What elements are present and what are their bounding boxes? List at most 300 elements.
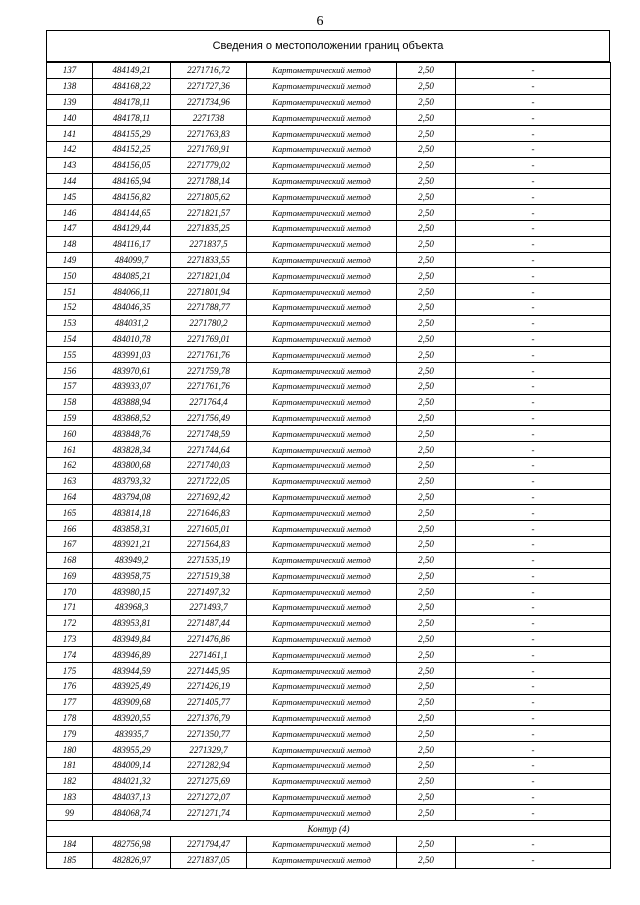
method-cell: Картометрический метод <box>247 157 397 173</box>
method-cell: Картометрический метод <box>247 236 397 252</box>
accuracy-cell: 2,50 <box>397 489 456 505</box>
method-cell: Картометрический метод <box>247 568 397 584</box>
description-cell: - <box>456 157 611 173</box>
accuracy-cell: 2,50 <box>397 284 456 300</box>
x-coordinate-cell: 483935,7 <box>93 726 171 742</box>
x-coordinate-cell: 483970,61 <box>93 363 171 379</box>
table-row <box>47 394 611 410</box>
accuracy-cell: 2,50 <box>397 805 456 821</box>
y-coordinate-cell: 2271275,69 <box>171 773 247 789</box>
x-coordinate-cell: 484046,35 <box>93 299 171 315</box>
y-coordinate-cell: 2271788,77 <box>171 299 247 315</box>
x-coordinate-cell: 483868,52 <box>93 410 171 426</box>
point-number-cell: 150 <box>47 268 93 284</box>
description-cell: - <box>456 363 611 379</box>
table-row <box>47 457 611 473</box>
accuracy-cell: 2,50 <box>397 78 456 94</box>
description-cell: - <box>456 489 611 505</box>
accuracy-cell: 2,50 <box>397 315 456 331</box>
point-number-cell: 160 <box>47 426 93 442</box>
y-coordinate-cell: 2271487,44 <box>171 615 247 631</box>
point-number-cell: 162 <box>47 457 93 473</box>
method-cell: Картометрический метод <box>247 205 397 221</box>
y-coordinate-cell: 2271282,94 <box>171 758 247 774</box>
accuracy-cell: 2,50 <box>397 363 456 379</box>
description-cell: - <box>456 331 611 347</box>
y-coordinate-cell: 2271564,83 <box>171 536 247 552</box>
x-coordinate-cell: 483925,49 <box>93 679 171 695</box>
y-coordinate-cell: 2271445,95 <box>171 663 247 679</box>
y-coordinate-cell: 2271722,05 <box>171 473 247 489</box>
y-coordinate-cell: 2271692,42 <box>171 489 247 505</box>
description-cell: - <box>456 378 611 394</box>
accuracy-cell: 2,50 <box>397 773 456 789</box>
method-cell: Картометрический метод <box>247 442 397 458</box>
description-cell: - <box>456 552 611 568</box>
x-coordinate-cell: 483980,15 <box>93 584 171 600</box>
point-number-cell: 145 <box>47 189 93 205</box>
accuracy-cell: 2,50 <box>397 710 456 726</box>
table-row <box>47 773 611 789</box>
table-row <box>47 141 611 157</box>
description-cell: - <box>456 268 611 284</box>
description-cell: - <box>456 63 611 79</box>
y-coordinate-cell: 2271535,19 <box>171 552 247 568</box>
method-cell: Картометрический метод <box>247 584 397 600</box>
table-row <box>47 363 611 379</box>
description-cell: - <box>456 647 611 663</box>
accuracy-cell: 2,50 <box>397 141 456 157</box>
y-coordinate-cell: 2271646,83 <box>171 505 247 521</box>
accuracy-cell: 2,50 <box>397 426 456 442</box>
y-coordinate-cell: 2271738 <box>171 110 247 126</box>
method-cell: Картометрический метод <box>247 536 397 552</box>
method-cell: Картометрический метод <box>247 363 397 379</box>
y-coordinate-cell: 2271350,77 <box>171 726 247 742</box>
description-cell: - <box>456 663 611 679</box>
x-coordinate-cell: 484152,25 <box>93 141 171 157</box>
accuracy-cell: 2,50 <box>397 189 456 205</box>
y-coordinate-cell: 2271740,03 <box>171 457 247 473</box>
description-cell: - <box>456 141 611 157</box>
point-number-cell: 99 <box>47 805 93 821</box>
description-cell: - <box>456 679 611 695</box>
table-row <box>47 710 611 726</box>
point-number-cell: 175 <box>47 663 93 679</box>
description-cell: - <box>456 600 611 616</box>
point-number-cell: 151 <box>47 284 93 300</box>
x-coordinate-cell: 484155,29 <box>93 126 171 142</box>
y-coordinate-cell: 2271329,7 <box>171 742 247 758</box>
table-row <box>47 837 611 853</box>
y-coordinate-cell: 2271271,74 <box>171 805 247 821</box>
point-number-cell: 185 <box>47 852 93 868</box>
accuracy-cell: 2,50 <box>397 157 456 173</box>
table-row <box>47 220 611 236</box>
accuracy-cell: 2,50 <box>397 126 456 142</box>
x-coordinate-cell: 484099,7 <box>93 252 171 268</box>
method-cell: Картометрический метод <box>247 410 397 426</box>
table-row <box>47 615 611 631</box>
point-number-cell: 173 <box>47 631 93 647</box>
table-row <box>47 600 611 616</box>
accuracy-cell: 2,50 <box>397 110 456 126</box>
x-coordinate-cell: 484068,74 <box>93 805 171 821</box>
point-number-cell: 157 <box>47 378 93 394</box>
table-row <box>47 679 611 695</box>
accuracy-cell: 2,50 <box>397 473 456 489</box>
x-coordinate-cell: 483848,76 <box>93 426 171 442</box>
point-number-cell: 158 <box>47 394 93 410</box>
accuracy-cell: 2,50 <box>397 410 456 426</box>
point-number-cell: 154 <box>47 331 93 347</box>
x-coordinate-cell: 484156,82 <box>93 189 171 205</box>
coordinates-table <box>46 62 611 869</box>
accuracy-cell: 2,50 <box>397 236 456 252</box>
table-row <box>47 94 611 110</box>
x-coordinate-cell: 483888,94 <box>93 394 171 410</box>
point-number-cell: 137 <box>47 63 93 79</box>
description-cell: - <box>456 615 611 631</box>
accuracy-cell: 2,50 <box>397 347 456 363</box>
point-number-cell: 161 <box>47 442 93 458</box>
coordinates-sheet <box>46 30 610 869</box>
method-cell: Картометрический метод <box>247 299 397 315</box>
y-coordinate-cell: 2271461,1 <box>171 647 247 663</box>
method-cell: Картометрический метод <box>247 457 397 473</box>
accuracy-cell: 2,50 <box>397 457 456 473</box>
x-coordinate-cell: 483955,29 <box>93 742 171 758</box>
table-row <box>47 157 611 173</box>
x-coordinate-cell: 483933,07 <box>93 378 171 394</box>
table-row <box>47 758 611 774</box>
x-coordinate-cell: 483944,59 <box>93 663 171 679</box>
point-number-cell: 149 <box>47 252 93 268</box>
point-number-cell: 153 <box>47 315 93 331</box>
accuracy-cell: 2,50 <box>397 536 456 552</box>
method-cell: Картометрический метод <box>247 78 397 94</box>
point-number-cell: 144 <box>47 173 93 189</box>
accuracy-cell: 2,50 <box>397 837 456 853</box>
point-number-cell: 172 <box>47 615 93 631</box>
point-number-cell: 163 <box>47 473 93 489</box>
method-cell: Картометрический метод <box>247 141 397 157</box>
description-cell: - <box>456 584 611 600</box>
method-cell: Картометрический метод <box>247 331 397 347</box>
method-cell: Картометрический метод <box>247 631 397 647</box>
y-coordinate-cell: 2271748,59 <box>171 426 247 442</box>
method-cell: Картометрический метод <box>247 284 397 300</box>
method-cell: Картометрический метод <box>247 726 397 742</box>
point-number-cell: 183 <box>47 789 93 805</box>
description-cell: - <box>456 457 611 473</box>
table-row <box>47 378 611 394</box>
x-coordinate-cell: 484009,14 <box>93 758 171 774</box>
table-row <box>47 442 611 458</box>
description-cell: - <box>456 568 611 584</box>
table-row <box>47 284 611 300</box>
y-coordinate-cell: 2271497,32 <box>171 584 247 600</box>
description-cell: - <box>456 694 611 710</box>
method-cell: Картометрический метод <box>247 710 397 726</box>
x-coordinate-cell: 484085,21 <box>93 268 171 284</box>
description-cell: - <box>456 442 611 458</box>
table-row <box>47 726 611 742</box>
point-number-cell: 177 <box>47 694 93 710</box>
method-cell: Картометрический метод <box>247 110 397 126</box>
method-cell: Картометрический метод <box>247 679 397 695</box>
description-cell: - <box>456 94 611 110</box>
table-row <box>47 789 611 805</box>
x-coordinate-cell: 483949,84 <box>93 631 171 647</box>
method-cell: Картометрический метод <box>247 852 397 868</box>
x-coordinate-cell: 483828,34 <box>93 442 171 458</box>
accuracy-cell: 2,50 <box>397 679 456 695</box>
table-row <box>47 521 611 537</box>
y-coordinate-cell: 2271605,01 <box>171 521 247 537</box>
y-coordinate-cell: 2271727,36 <box>171 78 247 94</box>
x-coordinate-cell: 483920,55 <box>93 710 171 726</box>
accuracy-cell: 2,50 <box>397 663 456 679</box>
table-row <box>47 410 611 426</box>
description-cell: - <box>456 205 611 221</box>
method-cell: Картометрический метод <box>247 426 397 442</box>
accuracy-cell: 2,50 <box>397 378 456 394</box>
method-cell: Картометрический метод <box>247 663 397 679</box>
method-cell: Картометрический метод <box>247 600 397 616</box>
table-row <box>47 78 611 94</box>
y-coordinate-cell: 2271769,01 <box>171 331 247 347</box>
table-row <box>47 126 611 142</box>
description-cell: - <box>456 299 611 315</box>
table-row <box>47 568 611 584</box>
point-number-cell: 159 <box>47 410 93 426</box>
method-cell: Картометрический метод <box>247 315 397 331</box>
method-cell: Картометрический метод <box>247 694 397 710</box>
accuracy-cell: 2,50 <box>397 94 456 110</box>
point-number-cell: 182 <box>47 773 93 789</box>
method-cell: Картометрический метод <box>247 473 397 489</box>
y-coordinate-cell: 2271759,78 <box>171 363 247 379</box>
table-row <box>47 236 611 252</box>
accuracy-cell: 2,50 <box>397 758 456 774</box>
x-coordinate-cell: 484168,22 <box>93 78 171 94</box>
y-coordinate-cell: 2271821,57 <box>171 205 247 221</box>
table-row <box>47 805 611 821</box>
x-coordinate-cell: 483958,75 <box>93 568 171 584</box>
description-cell: - <box>456 758 611 774</box>
description-cell: - <box>456 536 611 552</box>
accuracy-cell: 2,50 <box>397 647 456 663</box>
table-row <box>47 694 611 710</box>
point-number-cell: 140 <box>47 110 93 126</box>
table-row <box>47 252 611 268</box>
point-number-cell: 167 <box>47 536 93 552</box>
accuracy-cell: 2,50 <box>397 252 456 268</box>
method-cell: Картометрический метод <box>247 521 397 537</box>
method-cell: Картометрический метод <box>247 173 397 189</box>
accuracy-cell: 2,50 <box>397 505 456 521</box>
table-row <box>47 331 611 347</box>
table-row <box>47 63 611 79</box>
y-coordinate-cell: 2271272,07 <box>171 789 247 805</box>
point-number-cell: 143 <box>47 157 93 173</box>
y-coordinate-cell: 2271835,25 <box>171 220 247 236</box>
table-row <box>47 505 611 521</box>
description-cell: - <box>456 126 611 142</box>
description-cell: - <box>456 773 611 789</box>
x-coordinate-cell: 484037,13 <box>93 789 171 805</box>
method-cell: Картометрический метод <box>247 189 397 205</box>
point-number-cell: 156 <box>47 363 93 379</box>
table-row <box>47 584 611 600</box>
accuracy-cell: 2,50 <box>397 268 456 284</box>
method-cell: Картометрический метод <box>247 394 397 410</box>
accuracy-cell: 2,50 <box>397 852 456 868</box>
y-coordinate-cell: 2271821,04 <box>171 268 247 284</box>
x-coordinate-cell: 484021,32 <box>93 773 171 789</box>
x-coordinate-cell: 483800,68 <box>93 457 171 473</box>
point-number-cell: 142 <box>47 141 93 157</box>
accuracy-cell: 2,50 <box>397 694 456 710</box>
y-coordinate-cell: 2271734,96 <box>171 94 247 110</box>
y-coordinate-cell: 2271756,49 <box>171 410 247 426</box>
description-cell: - <box>456 852 611 868</box>
point-number-cell: 181 <box>47 758 93 774</box>
x-coordinate-cell: 483858,31 <box>93 521 171 537</box>
accuracy-cell: 2,50 <box>397 173 456 189</box>
table-row <box>47 536 611 552</box>
table-row <box>47 852 611 868</box>
table-row <box>47 426 611 442</box>
description-cell: - <box>456 505 611 521</box>
method-cell: Картометрический метод <box>247 789 397 805</box>
point-number-cell: 155 <box>47 347 93 363</box>
y-coordinate-cell: 2271837,5 <box>171 236 247 252</box>
x-coordinate-cell: 484144,65 <box>93 205 171 221</box>
description-cell: - <box>456 410 611 426</box>
method-cell: Картометрический метод <box>247 378 397 394</box>
x-coordinate-cell: 483953,81 <box>93 615 171 631</box>
description-cell: - <box>456 710 611 726</box>
description-cell: - <box>456 426 611 442</box>
point-number-cell: 176 <box>47 679 93 695</box>
y-coordinate-cell: 2271780,2 <box>171 315 247 331</box>
x-coordinate-cell: 484156,05 <box>93 157 171 173</box>
point-number-cell: 179 <box>47 726 93 742</box>
x-coordinate-cell: 484165,94 <box>93 173 171 189</box>
y-coordinate-cell: 2271788,14 <box>171 173 247 189</box>
method-cell: Картометрический метод <box>247 505 397 521</box>
method-cell: Картометрический метод <box>247 742 397 758</box>
page-number: 6 <box>316 14 324 29</box>
point-number-cell: 171 <box>47 600 93 616</box>
method-cell: Картометрический метод <box>247 773 397 789</box>
point-number-cell: 170 <box>47 584 93 600</box>
method-cell: Картометрический метод <box>247 489 397 505</box>
y-coordinate-cell: 2271769,91 <box>171 141 247 157</box>
point-number-cell: 184 <box>47 837 93 853</box>
description-cell: - <box>456 521 611 537</box>
accuracy-cell: 2,50 <box>397 299 456 315</box>
table-row <box>47 647 611 663</box>
description-cell: - <box>456 789 611 805</box>
y-coordinate-cell: 2271493,7 <box>171 600 247 616</box>
x-coordinate-cell: 484066,11 <box>93 284 171 300</box>
method-cell: Картометрический метод <box>247 94 397 110</box>
description-cell: - <box>456 837 611 853</box>
x-coordinate-cell: 483793,32 <box>93 473 171 489</box>
accuracy-cell: 2,50 <box>397 600 456 616</box>
point-number-cell: 174 <box>47 647 93 663</box>
accuracy-cell: 2,50 <box>397 789 456 805</box>
description-cell: - <box>456 805 611 821</box>
description-cell: - <box>456 110 611 126</box>
point-number-cell: 164 <box>47 489 93 505</box>
accuracy-cell: 2,50 <box>397 63 456 79</box>
point-number-cell: 146 <box>47 205 93 221</box>
point-number-cell: 169 <box>47 568 93 584</box>
accuracy-cell: 2,50 <box>397 521 456 537</box>
x-coordinate-cell: 483814,18 <box>93 505 171 521</box>
y-coordinate-cell: 2271764,4 <box>171 394 247 410</box>
table-row <box>47 473 611 489</box>
y-coordinate-cell: 2271761,76 <box>171 347 247 363</box>
y-coordinate-cell: 2271405,77 <box>171 694 247 710</box>
accuracy-cell: 2,50 <box>397 568 456 584</box>
accuracy-cell: 2,50 <box>397 205 456 221</box>
accuracy-cell: 2,50 <box>397 726 456 742</box>
point-number-cell: 168 <box>47 552 93 568</box>
y-coordinate-cell: 2271763,83 <box>171 126 247 142</box>
table-row <box>47 663 611 679</box>
table-row <box>47 205 611 221</box>
y-coordinate-cell: 2271426,19 <box>171 679 247 695</box>
method-cell: Картометрический метод <box>247 220 397 236</box>
x-coordinate-cell: 483991,03 <box>93 347 171 363</box>
method-cell: Картометрический метод <box>247 552 397 568</box>
description-cell: - <box>456 315 611 331</box>
y-coordinate-cell: 2271833,55 <box>171 252 247 268</box>
method-cell: Картометрический метод <box>247 126 397 142</box>
contour-header-row <box>47 821 611 837</box>
point-number-cell: 141 <box>47 126 93 142</box>
description-cell: - <box>456 284 611 300</box>
point-number-cell: 139 <box>47 94 93 110</box>
accuracy-cell: 2,50 <box>397 631 456 647</box>
x-coordinate-cell: 484178,11 <box>93 94 171 110</box>
accuracy-cell: 2,50 <box>397 615 456 631</box>
method-cell: Картометрический метод <box>247 252 397 268</box>
description-cell: - <box>456 394 611 410</box>
y-coordinate-cell: 2271476,86 <box>171 631 247 647</box>
description-cell: - <box>456 726 611 742</box>
y-coordinate-cell: 2271805,62 <box>171 189 247 205</box>
y-coordinate-cell: 2271761,76 <box>171 378 247 394</box>
table-row <box>47 315 611 331</box>
description-cell: - <box>456 236 611 252</box>
accuracy-cell: 2,50 <box>397 552 456 568</box>
x-coordinate-cell: 483794,08 <box>93 489 171 505</box>
y-coordinate-cell: 2271794,47 <box>171 837 247 853</box>
x-coordinate-cell: 483921,21 <box>93 536 171 552</box>
method-cell: Картометрический метод <box>247 647 397 663</box>
description-cell: - <box>456 347 611 363</box>
method-cell: Картометрический метод <box>247 758 397 774</box>
contour-label: Контур (4) <box>47 821 611 837</box>
point-number-cell: 165 <box>47 505 93 521</box>
description-cell: - <box>456 220 611 236</box>
